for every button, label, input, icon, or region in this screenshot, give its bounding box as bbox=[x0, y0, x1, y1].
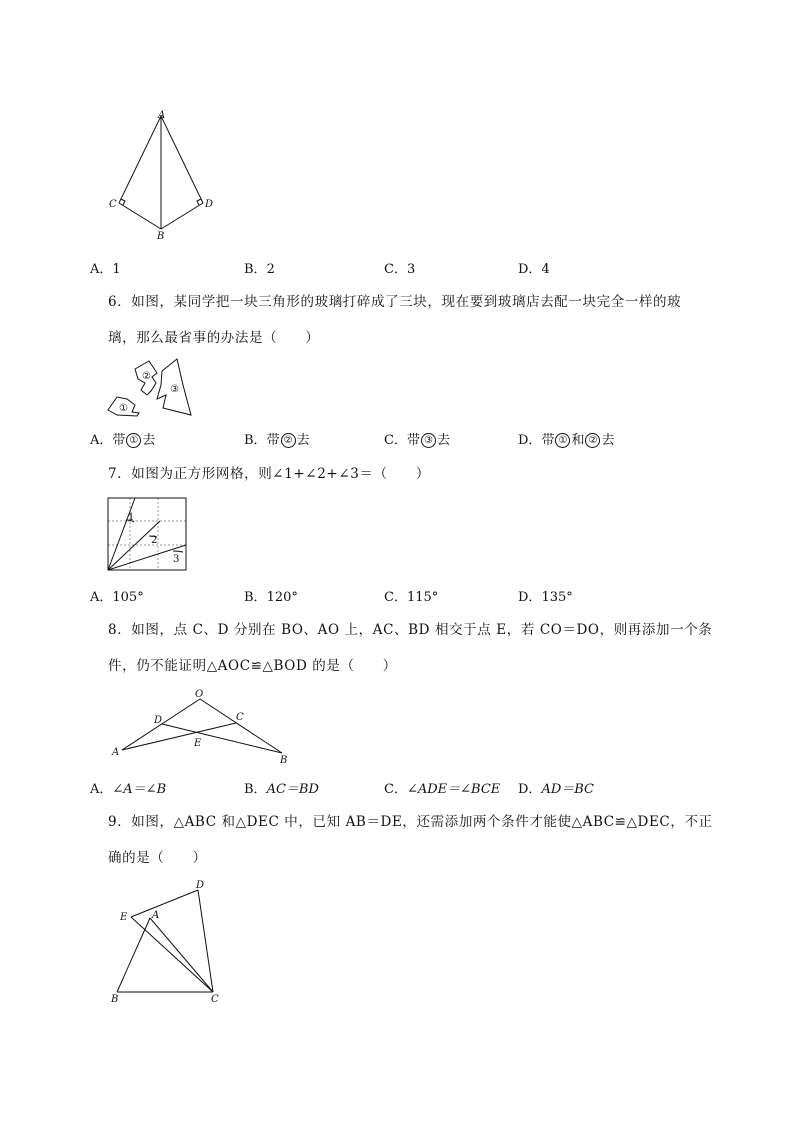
q9-label-a: A bbox=[152, 910, 160, 921]
q8-label-o: O bbox=[195, 689, 204, 700]
q6-piece-2-label: ② bbox=[142, 371, 151, 382]
q5-option-a[interactable]: A．1 bbox=[90, 262, 121, 277]
q9-label-d: D bbox=[196, 880, 205, 891]
q6-line-1: 6．如图，某同学把一块三角形的玻璃打碎成了三块，现在要到玻璃店去配一块完全一样的玻 bbox=[108, 294, 682, 310]
q7-line-1: 7．如图为正方形网格，则∠1+∠2+∠3＝（ ） bbox=[108, 466, 430, 482]
q7-angle-1-label: 1 bbox=[128, 512, 135, 523]
q5-option-c[interactable]: C．3 bbox=[384, 262, 416, 277]
q8-label-c: C bbox=[236, 712, 244, 723]
q7-stem bbox=[108, 456, 708, 492]
q9-line-2: 确的是（ ） bbox=[108, 850, 207, 866]
q6-option-d[interactable]: D．带 ① 和 ② 去 bbox=[518, 433, 615, 448]
q8-label-d: D bbox=[154, 715, 163, 726]
q5-label-a: A bbox=[158, 110, 166, 121]
q8-triangles-figure bbox=[108, 684, 298, 766]
q8-option-d[interactable]: D．AD＝BC bbox=[518, 782, 594, 797]
q6-piece-3-label: ③ bbox=[170, 384, 179, 395]
q6-glass-pieces-figure bbox=[105, 355, 200, 420]
q9-label-c: C bbox=[211, 994, 219, 1005]
q8-stem bbox=[108, 612, 713, 648]
q7-option-a[interactable]: A．105° bbox=[90, 590, 144, 605]
q8-option-b[interactable]: B．AC＝BD bbox=[244, 782, 319, 797]
q6-piece-1-label: ① bbox=[119, 403, 128, 414]
q8-line-2: 件，仍不能证明△AOC≌△BOD 的是（ ） bbox=[108, 658, 397, 674]
q7-grid-figure bbox=[105, 494, 190, 572]
q8-label-a: A bbox=[112, 747, 120, 758]
q8-option-c[interactable]: C．∠ADE＝∠BCE bbox=[384, 782, 501, 797]
q6-line-2: 璃，那么最省事的办法是（ ） bbox=[108, 330, 320, 346]
q9-label-e: E bbox=[120, 912, 128, 923]
q8-line-1: 8．如图，点 C、D 分别在 BO、AO 上，AC、BD 相交于点 E，若 CO＝DO，则再添加一个条 bbox=[108, 622, 713, 638]
q6-option-b[interactable]: B．带 ② 去 bbox=[244, 433, 310, 448]
q6-stem-cont bbox=[108, 320, 708, 356]
q9-line-1: 9．如图，△ABC 和△DEC 中，已知 AB＝DE，还需添加两个条件才能使△ABC≌△DEC，不正 bbox=[108, 814, 713, 830]
q6-option-c[interactable]: C．带 ③ 去 bbox=[384, 433, 450, 448]
q5-label-d: D bbox=[205, 199, 214, 210]
q9-label-b: B bbox=[111, 994, 119, 1005]
q9-stem bbox=[108, 804, 713, 840]
q7-option-d[interactable]: D．135° bbox=[518, 590, 573, 605]
q5-option-b[interactable]: B．2 bbox=[244, 262, 275, 277]
q8-label-e: E bbox=[194, 738, 202, 749]
q8-option-a[interactable]: A．∠A＝∠B bbox=[90, 782, 167, 797]
q7-option-c[interactable]: C．115° bbox=[384, 590, 439, 605]
q5-kite-figure bbox=[105, 108, 225, 243]
q7-angle-3-label: 3 bbox=[173, 554, 180, 565]
q5-label-c: C bbox=[109, 199, 117, 210]
q6-stem bbox=[108, 284, 708, 320]
q9-triangles-figure bbox=[105, 876, 230, 1006]
q9-stem-cont bbox=[108, 840, 708, 876]
q7-angle-2-label: 2 bbox=[151, 535, 158, 546]
q6-option-a[interactable]: A．带 ① 去 bbox=[90, 433, 156, 448]
q5-option-d[interactable]: D．4 bbox=[518, 262, 550, 277]
q5-label-b: B bbox=[157, 231, 165, 242]
q8-label-b: B bbox=[280, 755, 288, 766]
q7-option-b[interactable]: B．120° bbox=[244, 590, 298, 605]
q8-stem-cont bbox=[108, 648, 708, 684]
